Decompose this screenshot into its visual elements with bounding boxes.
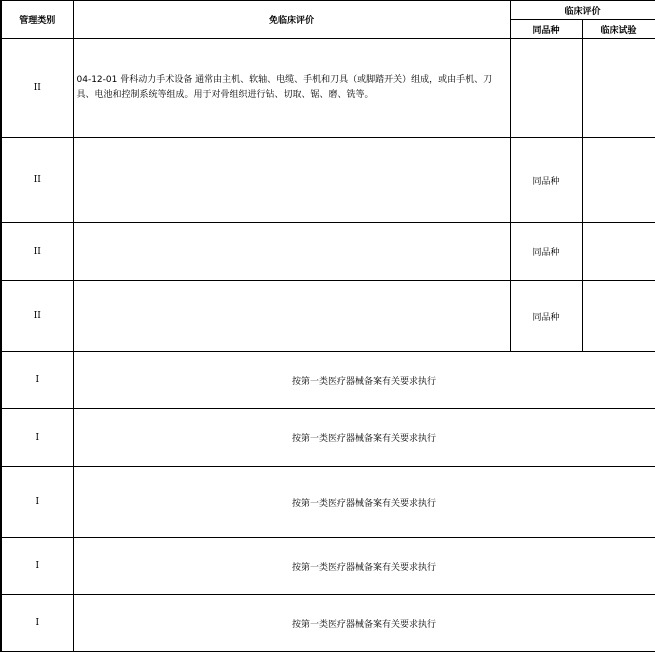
- row-same-type: 同品种: [510, 223, 582, 281]
- row-same-type: [510, 39, 582, 138]
- row-clinical-trial: [582, 39, 655, 138]
- row-filing-note: 按第一类医疗器械备案有关要求执行: [73, 409, 655, 467]
- row-description: [73, 223, 510, 281]
- table-row: [1, 138, 655, 223]
- table-row: [1, 538, 655, 595]
- row-class: I: [1, 538, 73, 595]
- table-row: [1, 352, 655, 409]
- row-filing-note: 按第一类医疗器械备案有关要求执行: [73, 467, 655, 538]
- row-class: II: [1, 223, 73, 281]
- table-row: [1, 409, 655, 467]
- row-clinical-trial: [582, 223, 655, 281]
- table-row: [1, 467, 655, 538]
- header-clinical-trial: 临床试验: [582, 20, 655, 39]
- row-filing-note: 按第一类医疗器械备案有关要求执行: [73, 595, 655, 652]
- row-class: II: [1, 281, 73, 352]
- row-description: [73, 138, 510, 223]
- row-class: I: [1, 467, 73, 538]
- row-filing-note: 按第一类医疗器械备案有关要求执行: [73, 352, 655, 409]
- row-class: I: [1, 352, 73, 409]
- header-same-type: 同品种: [510, 20, 582, 39]
- row-clinical-trial: [582, 281, 655, 352]
- row-class: II: [1, 138, 73, 223]
- table-row: [1, 595, 655, 652]
- table-row: [1, 281, 655, 352]
- row-description: [73, 281, 510, 352]
- table-row: [1, 223, 655, 281]
- header-exemption: 免临床评价: [73, 1, 510, 39]
- header-clinical-eval: 临床评价: [510, 1, 655, 20]
- table-row: [1, 39, 655, 138]
- row-class: I: [1, 409, 73, 467]
- row-filing-note: 按第一类医疗器械备案有关要求执行: [73, 538, 655, 595]
- header-mgmt-class: 管理类别: [1, 1, 73, 39]
- row-same-type: 同品种: [510, 138, 582, 223]
- row-description: 04-12-01 骨科动力手术设备 通常由主机、软轴、电缆、手机和刀具（或脚踏开关）组成，或由手机、刀具、电池和控制系统等组成。用于对骨组织进行钻、切取、锯、磨、铣等。: [73, 39, 510, 138]
- row-class: I: [1, 595, 73, 652]
- row-clinical-trial: [582, 138, 655, 223]
- row-same-type: 同品种: [510, 281, 582, 352]
- row-class: II: [1, 39, 73, 138]
